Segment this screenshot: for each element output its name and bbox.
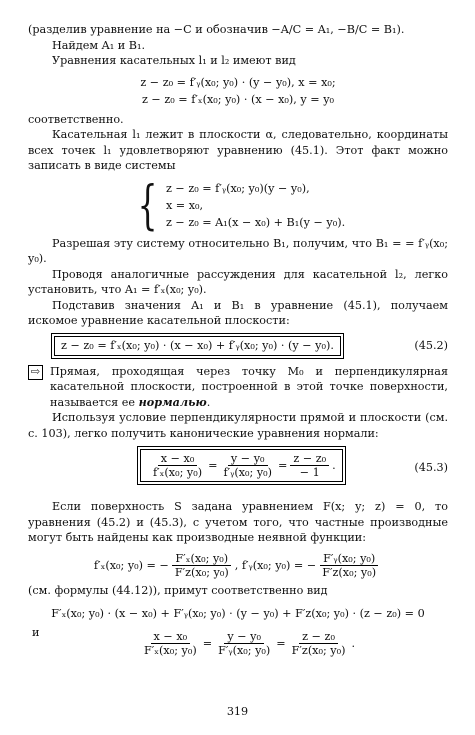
equation: f′ₓ(x₀; y₀) = − $\frac{\text{F′ₓ(x₀; y₀)}}{\text{F′z(x₀; y₀)}}$ , f′ᵧ(x₀; y₀) = − $\frac{\text{F′ᵧ(x₀; y₀)}}{\text{F′z(x₀; y₀)}}$	[28, 552, 448, 579]
equation-number: (45.2)	[414, 338, 448, 352]
text-line: (см. формулы (44.12)), примут соответственно вид	[28, 583, 328, 597]
boxed-equation: $\frac{\text{x − x₀}}{\text{f′ₓ(x₀; y₀)}}$ = $\frac{\text{y − y₀}}{\text{f′ᵧ(x₀; y₀)}}$ = $\frac{\text{z − z₀}}{- 1}$ .	[140, 449, 343, 482]
paragraph: Используя условие перпендикулярности прямой и плоскости (см. с. 103), легко получить канонические уравнения нормали:	[28, 411, 448, 440]
equation-number: (45.3)	[414, 461, 448, 474]
page-body	[28, 22, 448, 664]
text-line: и	[32, 626, 40, 639]
equation-system	[28, 175, 448, 236]
definition-text: Прямая, проходящая через точку M₀ и перпендикулярная касательной плоскости, построенной в этой точке поверхности, называется ее нормалью.	[50, 364, 448, 409]
equation: F′ₓ(x₀; y₀) · (x − x₀) + F′ᵧ(x₀; y₀) · (y − y₀) + F′z(x₀; y₀) · (z − z₀) = 0	[51, 607, 425, 620]
page-number: 319	[226, 705, 249, 718]
equation: z − z₀ = f′ᵧ(x₀; y₀) · (y − y₀), x = x₀;	[140, 75, 336, 89]
paragraph: Разрешая эту систему относительно B₁, получим, что B₁ = = f′ᵧ(x₀; y₀).	[28, 236, 448, 265]
equation-45-3	[28, 447, 448, 493]
text-line: соответственно.	[28, 112, 124, 126]
paragraph: Если поверхность S задана уравнением F(x; y; z) = 0, то уравнения (45.2) и (45.3), с учетом того, что частные производные могут быть найдены как производные неявной функции:	[28, 500, 448, 544]
equation: z − z₀ = f′ᵧ(x₀; y₀)(y − y₀),	[165, 181, 310, 195]
equation: z − z₀ = f′ₓ(x₀; y₀) · (x − x₀), y = y₀	[141, 92, 335, 106]
brace-symbol: {	[137, 175, 158, 236]
definition	[28, 364, 448, 411]
text-line: Найдем A₁ и B₁.	[52, 38, 146, 52]
definition-arrow-icon: ⇨	[28, 365, 43, 380]
boxed-equation: z − z₀ = f′ₓ(x₀; y₀) · (x − x₀) + f′ᵧ(x₀; y₀) · (y − y₀).	[54, 336, 341, 356]
equation: z − z₀ = A₁(x − x₀) + B₁(y − y₀).	[165, 215, 346, 229]
paragraph: Проводя аналогичные рассуждения для касательной l₂, легко установить, что A₁ = f′ₓ(x₀; y₀).	[28, 267, 448, 296]
paragraph: Касательная l₁ лежит в плоскости α, следовательно, координаты всех точек l₁ удовлетворяют уравнению (45.1). Этот факт можно записать в виде системы	[28, 128, 448, 172]
equation: x = x₀,	[165, 198, 204, 212]
equation-45-2	[28, 336, 448, 358]
paragraph: Подставив значения A₁ и B₁ в уравнение (45.1), получаем искомое уравнение касательной плоскости:	[28, 298, 448, 327]
text-line: Уравнения касательных l₁ и l₂ имеют вид	[52, 54, 296, 67]
text-line: (разделив уравнение на −C и обозначив −A/C = A₁, −B/C = B₁).	[28, 23, 405, 36]
term: нормалью	[138, 394, 207, 409]
equation: и $\frac{\text{x − x₀}}{\text{F′ₓ(x₀; y₀)}}$ = $\frac{\text{y − y₀}}{\text{F′ᵧ(x₀; y₀)}}$ = $\frac{\text{z − z₀}}{\text{F′z(x₀; y₀)}}$ .	[32, 626, 356, 657]
